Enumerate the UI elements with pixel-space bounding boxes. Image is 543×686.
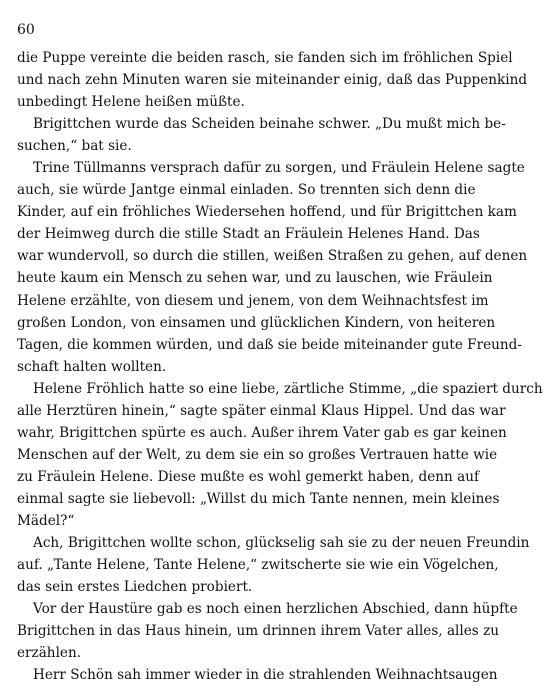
text-line: auf. „Tante Helene, Tante Helene,“ zwitscherte sie wie ein Vögelchen, xyxy=(17,557,499,574)
text-line: schaft halten wollten. xyxy=(17,358,167,375)
text-line: Ach, Brigittchen wollte schon, glückselig sah sie zu der neuen Freundin xyxy=(33,535,530,552)
text-line: Herr Schön sah immer wieder in die strahlenden Weihnachtsaugen xyxy=(33,667,498,684)
text-line: großen London, von einsamen und glücklichen Kindern, von heiteren xyxy=(17,314,496,331)
text-line: auch, sie würde Jantge einmal einladen. So trennten sich denn die xyxy=(17,182,476,199)
text-line: zu Fräulein Helene. Diese mußte es wohl gemerkt haben, denn auf xyxy=(17,468,480,485)
text-line: Kinder, auf ein fröhliches Wiedersehen hoffend, und für Brigittchen kam xyxy=(17,204,517,221)
text-line: unbedingt Helene heißen müßte. xyxy=(17,94,245,111)
text-line: suchen,“ bat sie. xyxy=(17,138,132,155)
text-line: Mädel?“ xyxy=(17,512,75,529)
text-line: heute kaum ein Mensch zu sehen war, und zu lauschen, wie Fräulein xyxy=(17,270,493,287)
text-line: Brigittchen wurde das Scheiden beinahe schwer. „Du mußt mich be- xyxy=(33,116,506,133)
text-line: Tagen, die kommen würden, und daß sie beide miteinander gute Freund- xyxy=(17,336,522,353)
text-line: alle Herztüren hinein,“ sagte später einmal Klaus Hippel. Und das war xyxy=(17,402,506,419)
text-line: Helene erzählte, von diesem und jenem, von dem Weihnachtsfest im xyxy=(17,292,489,309)
text-line: Vor der Haustüre gab es noch einen herzlichen Abschied, dann hüpfte xyxy=(33,601,518,618)
text-line: einmal sagte sie liebevoll: „Willst du mich Tante nennen, mein kleines xyxy=(17,490,500,507)
text-line: Menschen auf der Welt, zu dem sie ein so großes Vertrauen hatte wie xyxy=(17,446,498,463)
text-line: Brigittchen in das Haus hinein, um drinnen ihrem Vater alles, alles zu xyxy=(17,623,500,640)
text-line: die Puppe vereinte die beiden rasch, sie fanden sich im fröhlichen Spiel xyxy=(17,50,513,66)
text-line: der Heimweg durch die stille Stadt an Fräulein Helenes Hand. Das xyxy=(17,226,480,243)
text-line: wahr, Brigittchen spürte es auch. Außer ihrem Vater gab es gar keinen xyxy=(17,424,507,441)
body-text xyxy=(17,47,543,686)
text-line: Trine Tüllmanns versprach dafür zu sorgen, und Fräulein Helene sagte xyxy=(33,160,525,177)
text-line: erzählen. xyxy=(17,645,82,662)
text-line: Helene Fröhlich hatte so eine liebe, zärtliche Stimme, „die spaziert durch xyxy=(33,380,543,397)
text-line: das sein erstes Liedchen probiert. xyxy=(17,579,253,596)
text-line: war wundervoll, so durch die stillen, weißen Straßen zu gehen, auf denen xyxy=(17,248,528,265)
page-number: 60 xyxy=(17,22,35,38)
text-line: und nach zehn Minuten waren sie miteinander einig, daß das Puppenkind xyxy=(17,72,528,89)
